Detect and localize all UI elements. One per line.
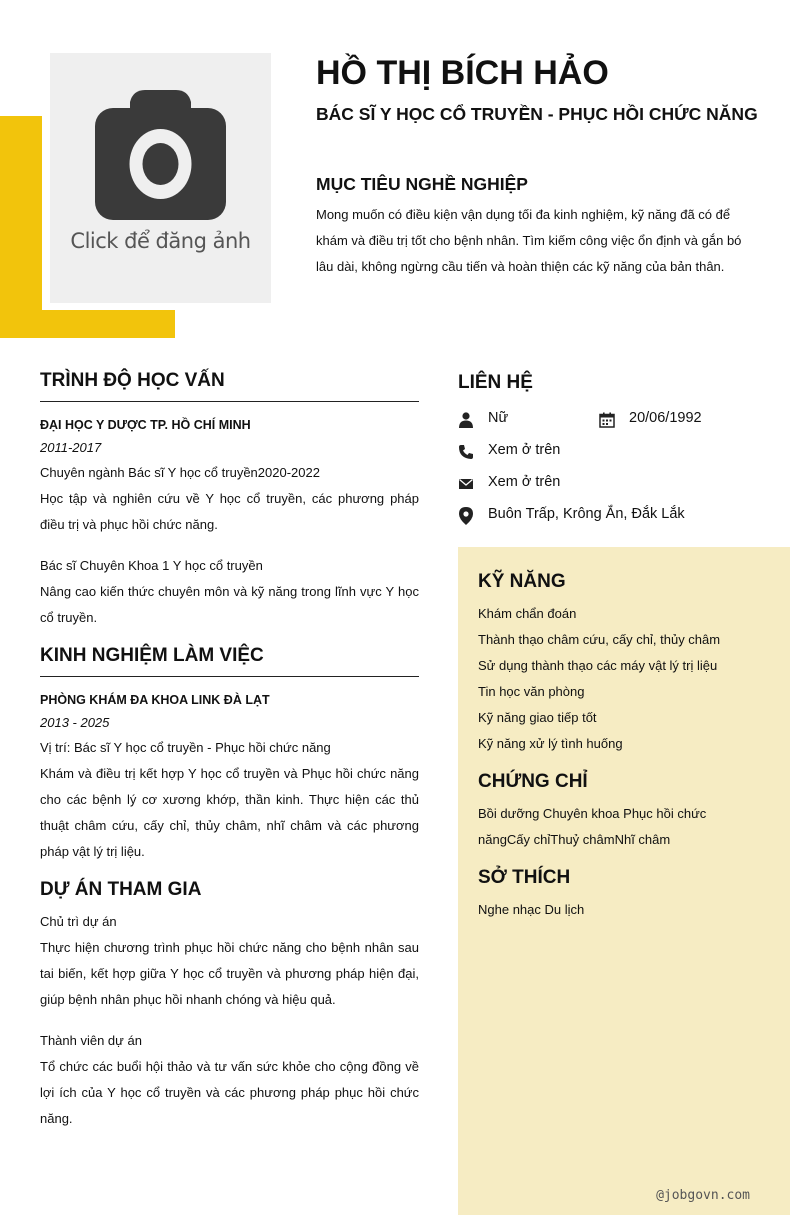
skills-section <box>478 571 768 757</box>
contact-email: Xem ở trên <box>488 474 561 490</box>
candidate-name: HỒ THỊ BÍCH HẢO <box>316 54 609 92</box>
education-org: ĐẠI HỌC Y DƯỢC TP. HỒ CHÍ MINH <box>40 418 251 432</box>
skill-item: Kỹ năng giao tiếp tốt <box>478 710 597 725</box>
contact-address: Buôn Trấp, Krông Ắn, Đắk Lắk <box>488 506 685 522</box>
education-title: TRÌNH ĐỘ HỌC VẤN <box>40 370 419 402</box>
skill-item: Khám chẩn đoán <box>478 606 577 621</box>
education-period: 2011-2017 <box>40 440 102 455</box>
certificates-text: Bồi dưỡng Chuyên khoa Phục hồi chức năngCấy chỉThuỷ châmNhĩ châm <box>478 806 707 847</box>
project-role-1: Chủ trì dự án <box>40 914 117 929</box>
certificates-section <box>478 771 768 853</box>
experience-desc: Khám và điều trị kết hợp Y học cổ truyền và Phục hồi chức năng cho các bệnh lý cơ xương khớp, thần kinh. Thực hiện các thủ thuật châm cứu, cấy chỉ, thủy châm, nhĩ châm và các phương pháp vật lý trị liệu. <box>40 766 419 859</box>
hobbies-title: SỞ THÍCH <box>478 867 571 888</box>
education-degree: Bác sĩ Chuyên Khoa 1 Y học cổ truyền <box>40 558 263 573</box>
skill-item: Thành thạo châm cứu, cấy chỉ, thủy châm <box>478 632 721 647</box>
projects-title: DỰ ÁN THAM GIA <box>40 879 202 900</box>
hobbies-section <box>478 867 768 923</box>
education-major: Chuyên ngành Bác sĩ Y học cổ truyền2020-2022 <box>40 465 320 480</box>
photo-caption: Click để đăng ảnh <box>70 229 251 253</box>
education-section <box>40 370 419 631</box>
education-degree-desc: Nâng cao kiến thức chuyên môn và kỹ năng trong lĩnh vực Y học cổ truyền. <box>40 584 419 625</box>
skills-title: KỸ NĂNG <box>478 571 566 592</box>
left-column <box>40 370 419 1146</box>
contact-birthdate: 20/06/1992 <box>629 410 702 426</box>
experience-section <box>40 645 419 865</box>
contact-phone: Xem ở trên <box>488 442 561 458</box>
contact-email-row <box>458 470 758 502</box>
objective-title: MỤC TIÊU NGHỀ NGHIỆP <box>316 174 528 194</box>
education-desc: Học tập và nghiên cứu về Y học cổ truyền, các phương pháp điều trị và phục hồi chức năng. <box>40 491 419 532</box>
side-panel <box>458 547 790 1215</box>
hobbies-text: Nghe nhạc Du lịch <box>478 902 585 917</box>
email-icon <box>458 476 474 492</box>
accent-bar-vertical <box>0 116 42 338</box>
project-desc-2: Tổ chức các buổi hội thảo và tư vấn sức khỏe cho cộng đồng về lợi ích của Y học cổ truyền và các phương pháp phục hồi chức năng. <box>40 1059 419 1126</box>
photo-upload[interactable] <box>50 53 271 303</box>
certificates-title: CHỨNG CHỈ <box>478 771 588 792</box>
experience-period: 2013 - 2025 <box>40 715 110 730</box>
person-icon <box>458 412 474 428</box>
skill-item: Tin học văn phòng <box>478 684 585 699</box>
experience-title: KINH NGHIỆM LÀM VIỆC <box>40 645 419 677</box>
phone-icon <box>458 444 474 460</box>
contact-address-row <box>458 502 758 534</box>
location-pin-icon <box>458 507 474 525</box>
project-desc-1: Thực hiện chương trình phục hồi chức năng cho bệnh nhân sau tai biến, kết hợp giữa Y học cổ truyền và phương pháp hiện đại, giúp bệnh nhân phục hồi nhanh chóng và hiệu quả. <box>40 940 419 1007</box>
camera-icon <box>95 90 226 220</box>
watermark: @jobgovn.com <box>656 1188 750 1203</box>
skill-item: Sử dụng thành thạo các máy vật lý trị liệu <box>478 658 718 673</box>
experience-position: Vị trí: Bác sĩ Y học cổ truyền - Phục hồi chức năng <box>40 740 331 755</box>
skill-item: Kỹ năng xử lý tình huống <box>478 736 623 751</box>
job-title: BÁC SĨ Y HỌC CỔ TRUYỀN - PHỤC HỒI CHỨC NĂNG <box>316 104 758 124</box>
contact-gender: Nữ <box>488 410 509 426</box>
accent-bar-horizontal <box>0 310 175 338</box>
objective-text: Mong muốn có điều kiện vận dụng tối đa kinh nghiệm, kỹ năng đã có để khám và điều trị tốt cho bệnh nhân. Tìm kiếm công việc ổn định và gắn bó lâu dài, không ngừng cầu tiến và hoàn thiện các kỹ năng của bản thân. <box>316 207 742 274</box>
project-role-2: Thành viên dự án <box>40 1033 142 1048</box>
contact-phone-row <box>458 438 758 470</box>
calendar-icon <box>599 412 615 428</box>
contact-title: LIÊN HỆ <box>458 372 533 393</box>
experience-org: PHÒNG KHÁM ĐA KHOA LINK ĐÀ LẠT <box>40 693 270 707</box>
contact-gender-row <box>458 406 758 438</box>
projects-section <box>40 879 419 1132</box>
contact-section <box>458 372 758 534</box>
